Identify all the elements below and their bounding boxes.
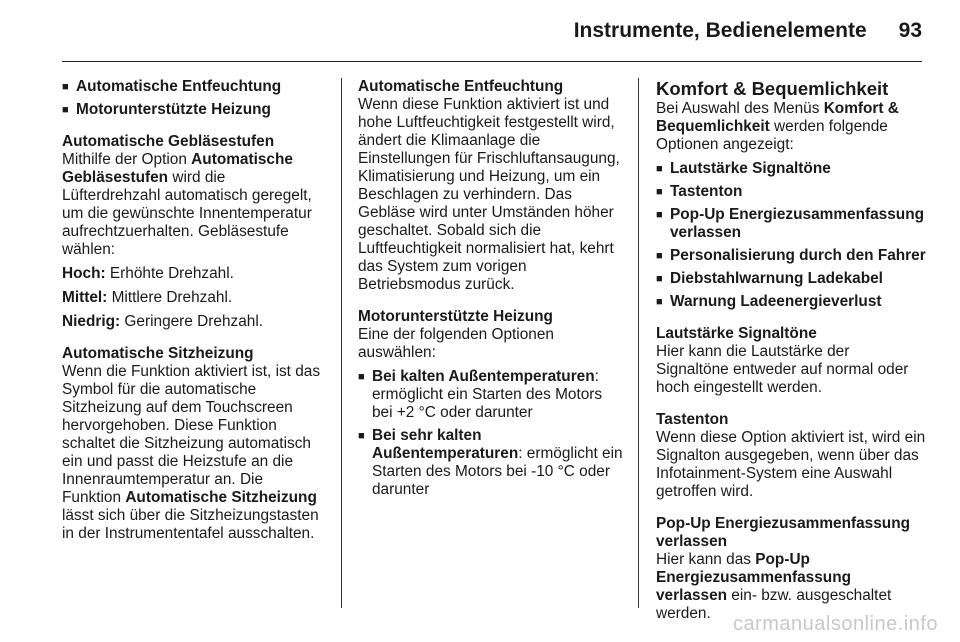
section-heading: Automatische Gebläsestufen	[62, 133, 275, 150]
bullet-list	[656, 160, 926, 311]
list-item: ■ Motorunterstützte Heizung	[62, 101, 326, 119]
column-left	[62, 78, 326, 543]
page-header	[62, 0, 922, 62]
page-number: 93	[898, 18, 922, 42]
section-engine-heating	[358, 308, 624, 499]
column-right	[656, 78, 926, 623]
list-item: ■ Pop-Up Energiezusammenfassung verlassen	[656, 206, 926, 242]
list-item: ■ Lautstärke Signaltöne	[656, 160, 926, 178]
bullet-list	[62, 78, 326, 119]
section-auto-fan	[62, 133, 326, 331]
section-heading: Automatische Sitzheizung	[62, 345, 254, 362]
chapter-heading: Komfort & Bequemlichkeit	[656, 78, 889, 99]
paragraph: Bei Auswahl des Menüs Komfort & Bequemlichkeit werden folgende Optionen angezeigt:	[656, 100, 899, 153]
section-signal-volume	[656, 325, 926, 397]
section-energy-popup	[656, 515, 926, 623]
paragraph: Hier kann das Pop-Up Energiezusammenfassung verlassen ein- bzw. ausgeschaltet werden.	[656, 551, 892, 622]
section-seat-heating	[62, 345, 326, 543]
paragraph: Eine der folgenden Optionen auswählen:	[358, 326, 554, 361]
paragraph: Wenn die Funktion aktiviert ist, ist das Symbol für die automatische Sitzheizung auf dem Touchscreen hervorgehoben. Diese Funktion schaltet die Sitzheizung automatisch ein und passt die Heizstufe an die Innenraumtemperatur an. Die Funktion Automatische Sitzheizung lässt sich über die Sitzheizungstasten in der Instrumententafel ausschalten.	[62, 363, 321, 542]
list-item: ■ Personalisierung durch den Fahrer	[656, 247, 926, 265]
paragraph: Wenn diese Funktion aktiviert ist und hohe Luftfeuchtigkeit festgestellt wird, ändert die Klimaanlage die Einstellungen für Frischluftansaugung, Klimatisierung und Heizung, um ein Beschlagen zu verhindern. Das Gebläse wird unter Umständen höher geschaltet. Sobald sich die Luftfeuchtigkeit normalisiert hat, kehrt das System zum vorigen Betriebsmodus zurück.	[358, 96, 620, 293]
paragraph: Mithilfe der Option Automatische Gebläsestufen wird die Lüfterdrehzahl automatisch geregelt, um die gewünschte Innentemperatur aufrechtzuerhalten. Gebläsestufe wählen:	[62, 151, 312, 258]
section-key-tone	[656, 411, 926, 501]
section-heading: Tastenton	[656, 411, 729, 428]
column-divider	[341, 78, 342, 608]
watermark: carmanualsonline.info	[732, 613, 938, 635]
section-heading: Motorunterstützte Heizung	[358, 308, 553, 325]
paragraph: Wenn diese Option aktiviert ist, wird ein Signalton ausgegeben, wenn über das Infotainment-System eine Auswahl getroffen wird.	[656, 429, 926, 500]
list-item: ■ Tastenton	[656, 183, 926, 201]
section-auto-dehumidify	[358, 78, 624, 294]
list-item: ■ Diebstahlwarnung Ladekabel	[656, 270, 926, 288]
column-divider	[638, 78, 639, 608]
header-title: Instrumente, Bedienelemente	[573, 18, 867, 42]
section-heading: Automatische Entfeuchtung	[358, 78, 564, 95]
list-item: ■ Automatische Entfeuchtung	[62, 78, 326, 96]
section-heading: Lautstärke Signaltöne	[656, 325, 817, 342]
bullet-list	[358, 368, 624, 499]
option-hoch: Hoch: Erhöhte Drehzahl.	[62, 265, 234, 282]
option-niedrig: Niedrig: Geringere Drehzahl.	[62, 313, 264, 330]
list-item: ■ Bei kalten Außentemperaturen: ermöglicht ein Starten des Motors bei +2 °C oder darunter	[358, 368, 624, 422]
list-item: ■ Warnung Ladeenergieverlust	[656, 293, 926, 311]
column-middle	[358, 78, 624, 504]
paragraph: Hier kann die Lautstärke der Signaltöne entweder auf normal oder hoch eingestellt werden.	[656, 343, 909, 396]
option-mittel: Mittel: Mittlere Drehzahl.	[62, 289, 233, 306]
section-heading: Pop-Up Energiezusammenfassung verlassen	[656, 515, 910, 550]
list-item: ■ Bei sehr kalten Außentemperaturen: ermöglicht ein Starten des Motors bei -10 °C oder darunter	[358, 427, 624, 499]
